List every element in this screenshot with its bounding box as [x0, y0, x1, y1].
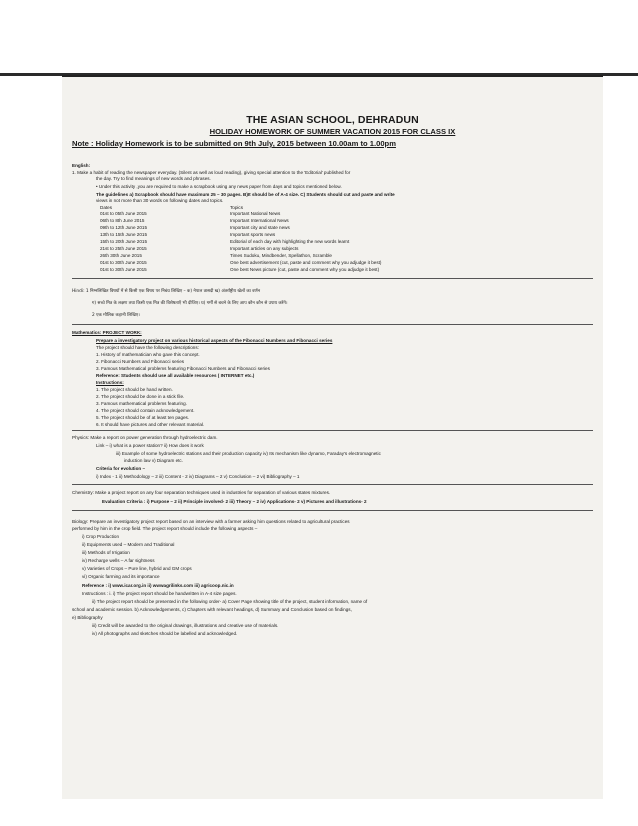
maths-line: 4. The project should contain acknowledgement.	[96, 408, 195, 413]
maths-line: 3. Famous Mathematical problems featuring Fibonacci Numbers and Fibonacci series	[96, 366, 270, 371]
topic-cell: Important articles on any subjects	[230, 246, 299, 251]
maths-line: 1. The project should be hand written.	[96, 387, 173, 392]
topic-cell: Important sports news	[230, 232, 276, 237]
english-bullet: • Under this activity ,you are required to make a scrapbook using any news paper from days and topics mentioned below.	[96, 184, 342, 189]
topic-cell: Times Sudoku, Mindbender, Spellathon, Scramble	[230, 253, 332, 258]
chemistry-line-1: Chemistry: Make a project report on any four separation techniques used in industries for separation of various states mixtures.	[72, 490, 331, 495]
english-guidelines: The guidelines a) Scrapbook should have maximum 25 – 30 pages. B)It should be of A-4 size. C) Students should cut and paste and write	[96, 192, 395, 197]
school-title: THE ASIAN SCHOOL, DEHRADUN	[246, 114, 419, 126]
divider	[72, 278, 593, 279]
topic-cell: Important National News	[230, 211, 281, 216]
maths-line: 2. The project should be done in a stick file.	[96, 394, 185, 399]
date-cell: 09th to 12th June 2015	[100, 225, 147, 230]
biology-instruction: e) Bibliography	[72, 615, 103, 620]
physics-line-4: induction law v) Diagram etc.	[124, 458, 183, 463]
biology-instruction: school and academic session. b) Acknowledgements, c) Chapters with relevant headings, d) Summary and Conclusion based on findings,	[72, 607, 352, 612]
topic-cell: Important city and state news	[230, 225, 290, 230]
physics-line-3: iii) Example of some hydroelectric stations and their production capacity iv) Its mechanism like dynamo, Faraday's electromagnetic	[116, 451, 381, 456]
english-guidelines-2: views in not more than 30 words on following dates and topics.	[96, 198, 224, 203]
maths-instructions-heading: Instructions:	[96, 380, 124, 385]
english-item-1: 1. Make a habit of reading the newspaper everyday. (Silent as well as loud reading), giving special attention to the 'Editorial' published for	[72, 170, 351, 175]
maths-heading: Mathematics: PROJECT WORK:	[72, 330, 142, 335]
physics-line-1: Physics: Make a report on power generation through hydroelectric dam.	[72, 435, 218, 440]
date-cell: 01st to 30th June 2015	[100, 260, 147, 265]
maths-line: 6. It should have pictures and other relevant material.	[96, 422, 205, 427]
topic-cell: One best advertisement (cut, paste and comment why you adjudge it best)	[230, 260, 382, 265]
dates-header: Dates	[100, 205, 113, 210]
submission-note: Note : Holiday Homework is to be submitted on 9th July, 2015 between 10.00am to 1.00pm	[72, 139, 396, 148]
biology-instruction: iv) All photographs and sketches should be labelled and acknowledged.	[92, 631, 238, 636]
english-heading: English:	[72, 163, 91, 168]
maths-subheading: Prepare a investigatory project on various historical aspects of the Fibonacci Numbers and Fibonacci series	[96, 338, 333, 343]
date-cell: 06th to 8th June 2015	[100, 218, 145, 223]
maths-line: 1. History of mathematician who gave this concept.	[96, 352, 200, 357]
divider	[72, 484, 593, 485]
biology-aspect: iv) Recharge wells – A far sightness	[82, 558, 155, 563]
date-cell: 26th 30th June 2015	[100, 253, 142, 258]
date-cell: 01st to 05th June 2015	[100, 211, 147, 216]
sheet-subtitle: HOLIDAY HOMEWORK OF SUMMER VACATION 2015 FOR CLASS IX	[209, 127, 456, 136]
maths-line: The project should have the following descriptions:	[96, 345, 199, 350]
maths-reference: Reference: Students should use all available resources ( INTERNET etc.)	[96, 373, 255, 378]
biology-aspect: v) Varieties of Crops – Pure line, hybrid and GM crops	[82, 566, 192, 571]
physics-criteria: i) Index - 1 ii) Methodology – 2 iii) Content - 2 iv) Diagrams – 2 v) Conclusion – 2 vi) Bibliography – 1	[96, 474, 300, 479]
biology-aspect: vi) Organic farming and its importance	[82, 574, 160, 579]
physics-criteria-heading: Criteria for evolution –	[96, 466, 146, 471]
date-cell: 01st to 30th June 2015	[100, 267, 147, 272]
date-cell: 15th to 20th June 2015	[100, 239, 147, 244]
biology-aspect: i) Crop Production	[82, 534, 120, 539]
date-cell: 21st to 25th June 2015	[100, 246, 147, 251]
date-cell: 13th to 15th June 2015	[100, 232, 147, 237]
hindi-line-3: 2 एक मौलिक कहानी लिखिए।	[92, 313, 140, 318]
divider	[72, 324, 593, 325]
maths-line: 3. Famous mathematical problems featuring.	[96, 401, 187, 406]
divider	[72, 430, 593, 431]
biology-line-1: Biology: Prepare an investigatory project report based on an interview with a farmer asking him questions related to agricultural practices	[72, 519, 350, 524]
biology-instruction: Instructions : i. i) The project report should be handwritten in A-4 size pages.	[82, 591, 237, 596]
biology-instruction: iii) Credit will be awarded to the original drawings, illustrations and creative use of materials.	[92, 623, 279, 628]
hindi-line-2: ग) सच्चे मित्र के लक्षण तथा किसी एक मित्र की विशेषताएँ भी दीजिए। घ) गर्मी से बचने के लिए आप कौन कौन से उपाय करेंगे।	[92, 301, 288, 306]
biology-references: Reference : i) www.icar.org.in ii) wwwagrilinks.com iii) agricoop.nic.in	[82, 583, 234, 588]
divider	[72, 510, 593, 511]
topic-cell: Editorial of each day with highlighting the new words learnt	[230, 239, 350, 244]
physics-line-2: Link – i) what is a power station? ii) How does it work	[96, 443, 204, 448]
biology-aspect: iii) Methods of Irrigation	[82, 550, 130, 555]
topic-cell: One best News picture (cut, paste and comment why you adjudge it best)	[230, 267, 380, 272]
english-item-1b: the day. Try to find meanings of new words and phrases.	[96, 176, 211, 181]
maths-line: 2. Fibonacci Numbers and Fibonacci series	[96, 359, 185, 364]
chemistry-criteria: Evaluation Criteria : i) Purpose – 2 ii) Principle involved- 2 iii) Theory – 2 iv) Applications- 2 v) Pictures and illustrations- 2	[102, 499, 367, 504]
biology-aspect: ii) Equipments used – Modern and Traditional	[82, 542, 175, 547]
maths-line: 5. The project should be of at least ten pages.	[96, 415, 190, 420]
topics-header: Topics	[230, 205, 244, 210]
biology-line-2: performed by him in the crop field. The project report should include the following aspects –	[72, 526, 258, 531]
hindi-line-1: Hindi: 1 निम्नलिखित विषयों में से किसी एक विषय पर निबंध लिखिए – क) नेपाल त्रासदी ख) अंतर्राष्ट्रीय खेलों का वर्णन	[72, 289, 260, 294]
topic-cell: Important International News	[230, 218, 289, 223]
homework-sheet	[62, 75, 603, 799]
biology-instruction: ii) The project report should be presented in the following order- a) Cover Page showing title of the project, student information, name of	[92, 599, 368, 604]
